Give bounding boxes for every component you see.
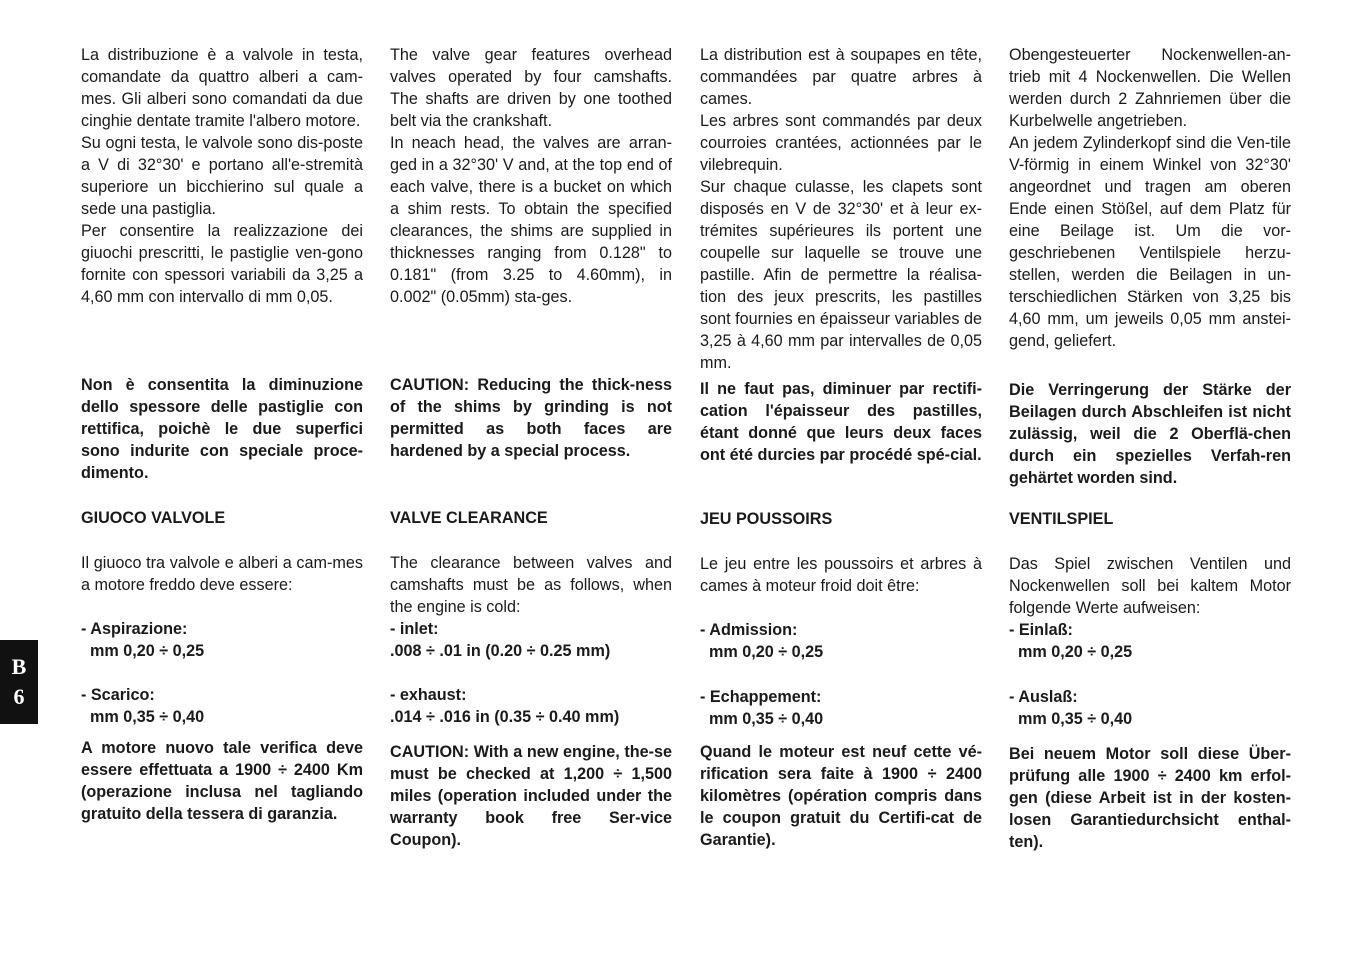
page-tab	[0, 640, 38, 724]
inlet-spec	[700, 619, 982, 663]
service-note: CAUTION: With a new engine, the-se must be checked at 1,200 ÷ 1,500 miles (operation included under the warranty book free Ser-vice Coupon).	[390, 743, 672, 849]
intro-paragraph: An jedem Zylinderkopf sind die Ven-tile V-förmig in einem Winkel von 32°30' angeordnet und tragen am oberen Ende einen Stößel, auf dem Platz für eine Beilage ist. Um die vor-geschriebenen Ventilspiele herzu-stellen, werden die Beilagen in un-terschiedlichen Stärken von 3,25 bis 4,60 mm, um jeweils 0,05 mm anstei-gend, geliefert.	[1009, 134, 1291, 350]
inlet-value: mm 0,20 ÷ 0,25	[709, 643, 824, 661]
exhaust-label: - Echappement:	[700, 688, 822, 706]
intro-paragraph: La distribuzione è a valvole in testa, comandate da quattro alberi a cam-mes. Gli alberi sono comandati da due cinghie dentate tramite l'albero motore.	[81, 46, 363, 130]
section-heading: VALVE CLEARANCE	[390, 509, 548, 527]
intro-paragraph: In neach head, the valves are arran-ged in a 32°30' V and, at the top end of each valve, there is a bucket on which a shim rests. To obtain the specified clearances, the shims are supplied in thicknesses ranging from 0.128" to 0.181" (from 3.25 to 4.60mm), in 0.002" (0.05mm) sta-ges.	[390, 134, 672, 306]
exhaust-spec	[1009, 686, 1291, 730]
intro-block	[390, 44, 672, 308]
page-tab-letter: B	[11, 654, 27, 679]
intro-paragraph: La distribution est à soupapes en tête, commandées par quatre arbres à cames.	[700, 46, 982, 108]
inlet-spec	[390, 618, 672, 662]
clearance-text: Le jeu entre les poussoirs et arbres à cames à moteur froid doit être:	[700, 555, 982, 595]
warning-text: CAUTION: Reducing the thick-ness of the shims by grinding is not permitted as both faces are hardened by a special process.	[390, 376, 672, 460]
section-heading: GIUOCO VALVOLE	[81, 509, 226, 527]
exhaust-value: .014 ÷ .016 in (0.35 ÷ 0.40 mm)	[390, 708, 620, 726]
page-tab-number: 6	[13, 684, 25, 709]
intro-paragraph: Obengesteuerter Nockenwellen-an-trieb mit 4 Nockenwellen. Die Wellen werden durch 2 Zahnriemen über die Kurbelwelle angetrieben.	[1009, 46, 1291, 130]
intro-paragraph: Per consentire la realizzazione dei giuochi prescritti, le pastiglie ven-gono fornite con spessori variabili da 3,25 a 4,60 mm con intervallo di mm 0,05.	[81, 222, 363, 306]
warning-text: Non è consentita la diminuzione dello spessore delle pastiglie con rettifica, poichè le due superfici sono indurite con speciale proce-dimento.	[81, 376, 363, 482]
exhaust-value: mm 0,35 ÷ 0,40	[709, 710, 824, 728]
clearance-text: Das Spiel zwischen Ventilen und Nockenwellen soll bei kaltem Motor folgende Werte aufweisen:	[1009, 555, 1291, 617]
exhaust-spec	[390, 684, 672, 728]
clearance-text: The clearance between valves and camshafts must be as follows, when the engine is cold:	[390, 554, 672, 616]
service-note: A motore nuovo tale verifica deve essere effettuata a 1900 ÷ 2400 Km (operazione inclusa nel tagliando gratuito della tessera di garanzia.	[81, 739, 363, 823]
exhaust-label: - Scarico:	[81, 686, 155, 704]
service-note: Bei neuem Motor soll diese Über-prüfung alle 1900 ÷ 2400 km erfol-gen (diese Arbeit ist in der kosten-losen Garantiedurchsicht enthal-ten).	[1009, 745, 1291, 851]
exhaust-value: mm 0,35 ÷ 0,40	[1018, 710, 1133, 728]
intro-paragraph: Sur chaque culasse, les clapets sont disposés en V de 32°30' et à leur ex-trémites supérieures ils portent une coupelle sur laquelle se trouve une pastille. Afin de permettre la réalisa-tion des jeux prescrits, les pastilles sont fournies en épaisseur variables de 3,25 à 4,60 mm par intervalles de 0,05 mm.	[700, 178, 982, 372]
intro-paragraph: Su ogni testa, le valvole sono dis-poste a V di 32°30' e portano all'e-stremità superiore un bicchierino sul quale a sede una pastiglia.	[81, 134, 363, 218]
exhaust-value: mm 0,35 ÷ 0,40	[90, 708, 205, 726]
exhaust-label: - Auslaß:	[1009, 688, 1078, 706]
inlet-value: .008 ÷ .01 in (0.20 ÷ 0.25 mm)	[390, 642, 611, 660]
inlet-label: - Admission:	[700, 621, 798, 639]
inlet-label: - Aspirazione:	[81, 620, 188, 638]
clearance-text: Il giuoco tra valvole e alberi a cam-mes a motore freddo deve essere:	[81, 554, 363, 594]
exhaust-spec	[81, 684, 363, 728]
section-heading: JEU POUSSOIRS	[700, 510, 833, 528]
inlet-label: - Einlaß:	[1009, 621, 1073, 639]
intro-paragraph: The valve gear features overhead valves operated by four camshafts. The shafts are driven by one toothed belt via the crankshaft.	[390, 46, 672, 130]
inlet-value: mm 0,20 ÷ 0,25	[90, 642, 205, 660]
intro-block	[700, 44, 982, 374]
inlet-label: - inlet:	[390, 620, 439, 638]
service-note: Quand le moteur est neuf cette vé-rification sera faite à 1900 ÷ 2400 kilomètres (opération compris dans le coupon gratuit du Certifi-cat de Garantie).	[700, 743, 982, 849]
intro-block	[1009, 44, 1291, 352]
warning-text: Die Verringerung der Stärke der Beilagen durch Abschleifen ist nicht zulässig, weil die 2 Oberflä-chen durch ein spezielles Verfah-ren gehärtet worden sind.	[1009, 381, 1291, 487]
inlet-spec	[1009, 619, 1291, 663]
exhaust-spec	[700, 686, 982, 730]
warning-text: Il ne faut pas, diminuer par rectifi-cation l'épaisseur des pastilles, étant donné que leurs deux faces ont été durcies par procédé spé-cial.	[700, 380, 982, 464]
intro-paragraph: Les arbres sont commandés par deux courroies crantées, actionnées par le vilebrequin.	[700, 112, 982, 174]
inlet-value: mm 0,20 ÷ 0,25	[1018, 643, 1133, 661]
exhaust-label: - exhaust:	[390, 686, 467, 704]
intro-block	[81, 44, 363, 308]
section-heading: VENTILSPIEL	[1009, 510, 1114, 528]
inlet-spec	[81, 618, 363, 662]
